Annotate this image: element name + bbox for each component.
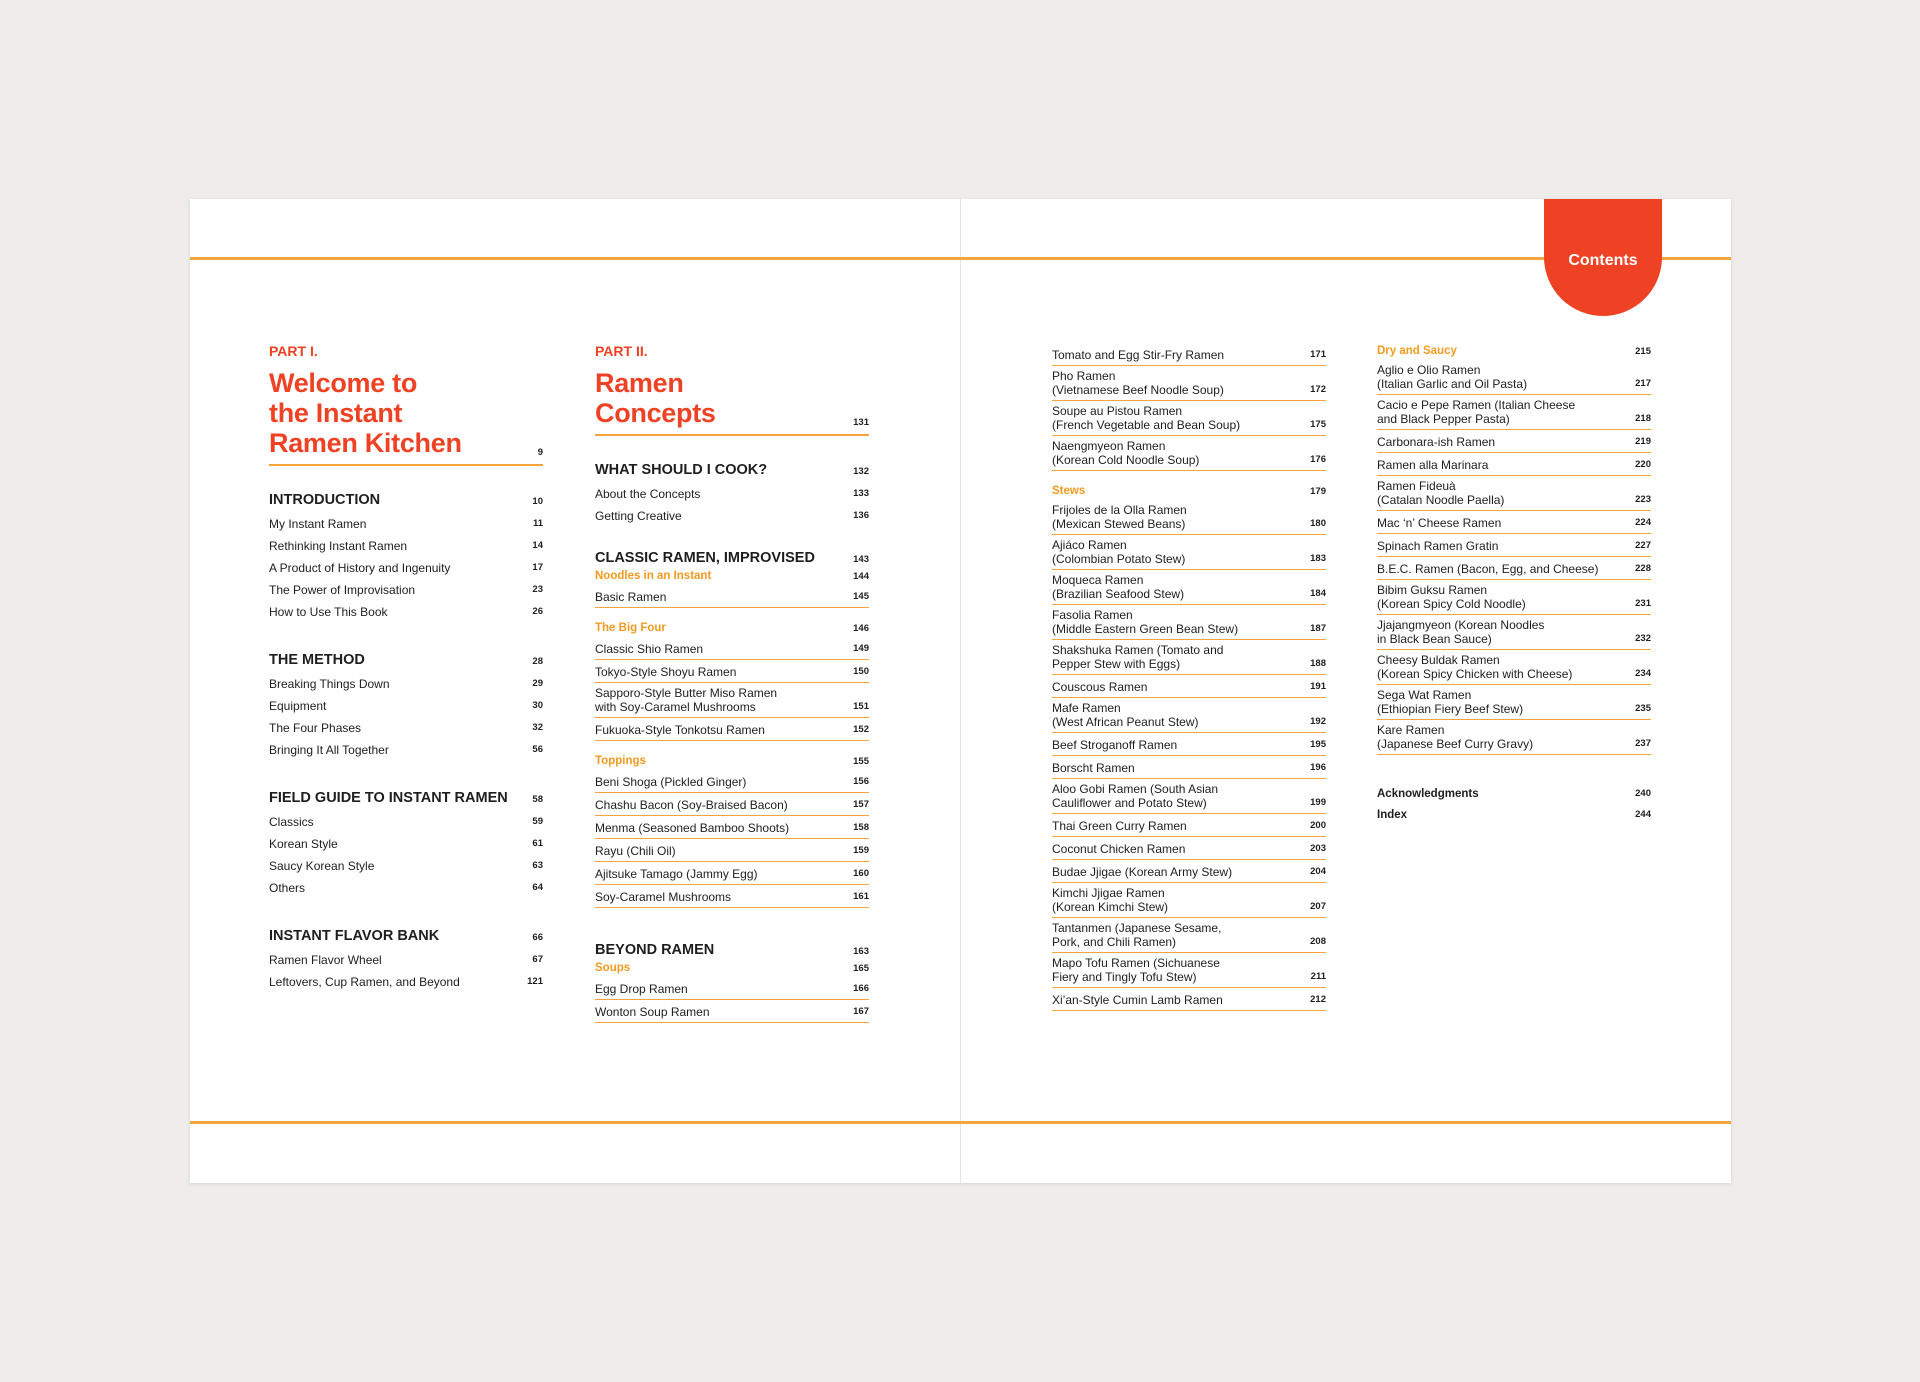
toc-entry[interactable] xyxy=(1377,806,1651,827)
subsection-big-four xyxy=(595,620,869,741)
entry-title: Beni Shoga (Pickled Ginger) xyxy=(595,775,747,789)
page-number: 56 xyxy=(532,744,543,755)
page-number: 26 xyxy=(532,606,543,617)
toc-section xyxy=(269,928,543,994)
entry-title: Xi’an-Style Cumin Lamb Ramen xyxy=(1052,993,1223,1007)
entry-title: Fasolia Ramen (Middle Eastern Green Bean Stew) xyxy=(1052,608,1239,636)
toc-column-part-1 xyxy=(269,343,543,1022)
page-number: 179 xyxy=(1310,486,1326,497)
subsection-title: Dry and Saucy xyxy=(1377,345,1457,357)
toc-entry[interactable] xyxy=(1052,779,1326,814)
entry-title: Egg Drop Ramen xyxy=(595,982,688,996)
subsection-title: Stews xyxy=(1052,485,1086,497)
section-classic-ramen xyxy=(595,550,869,908)
entry-title: Sega Wat Ramen (Ethiopian Fiery Beef Stew) xyxy=(1377,688,1524,716)
header-rule xyxy=(190,257,1731,260)
contents-tab: Contents xyxy=(1544,199,1662,316)
toc-entry[interactable] xyxy=(269,812,543,834)
subsection-heading xyxy=(595,753,869,770)
page-number: 176 xyxy=(1310,454,1326,465)
toc-entry[interactable] xyxy=(269,718,543,740)
page-number: 149 xyxy=(853,643,869,654)
page-gutter xyxy=(960,199,961,1183)
toc-entry[interactable] xyxy=(1052,837,1326,860)
toc-entry[interactable] xyxy=(1377,395,1651,430)
entry-title: Beef Stroganoff Ramen xyxy=(1052,738,1178,752)
toc-entry[interactable] xyxy=(1377,720,1651,755)
page-number: 167 xyxy=(853,1006,869,1017)
subsection-heading xyxy=(595,620,869,637)
entry-title: Menma (Seasoned Bamboo Shoots) xyxy=(595,821,790,835)
entry-title: Ajiáco Ramen (Colombian Potato Stew) xyxy=(1052,538,1186,566)
subsection-title: Noodles in an Instant xyxy=(595,570,712,582)
page-number: 132 xyxy=(853,466,869,477)
toc-entry[interactable] xyxy=(1052,640,1326,675)
section-title: THE METHOD xyxy=(269,652,365,668)
toc-entry[interactable] xyxy=(1052,570,1326,605)
entry-title: Budae Jjigae (Korean Army Stew) xyxy=(1052,865,1233,879)
section-beyond-ramen xyxy=(595,942,869,1023)
page-number: 188 xyxy=(1310,658,1326,669)
entry-title: Coconut Chicken Ramen xyxy=(1052,842,1186,856)
entry-title: Kimchi Jjigae Ramen (Korean Kimchi Stew) xyxy=(1052,886,1169,914)
page-number: 217 xyxy=(1635,378,1651,389)
part-title: Welcome to the Instant Ramen Kitchen xyxy=(269,368,462,458)
toc-entry[interactable] xyxy=(1377,476,1651,511)
page-number: 203 xyxy=(1310,843,1326,854)
toc-entry[interactable] xyxy=(269,536,543,558)
entry-title: Soy-Caramel Mushrooms xyxy=(595,890,732,904)
entry-title: How to Use This Book xyxy=(269,605,388,619)
subsection-title: Toppings xyxy=(595,755,646,767)
toc-entry[interactable] xyxy=(1377,557,1651,580)
entry-title: Frijoles de la Olla Ramen (Mexican Stewed Beans) xyxy=(1052,503,1187,531)
page-number: 163 xyxy=(853,946,869,957)
entry-title: Acknowledgments xyxy=(1377,788,1479,800)
page-number: 223 xyxy=(1635,494,1651,505)
page-number: 14 xyxy=(532,540,543,551)
entry-title: My Instant Ramen xyxy=(269,517,367,531)
subsection-toppings xyxy=(595,753,869,908)
entry-title: Sapporo-Style Butter Miso Ramen with Soy-Caramel Mushrooms xyxy=(595,686,778,714)
toc-entry[interactable] xyxy=(269,580,543,602)
page-number: 161 xyxy=(853,891,869,902)
part-title-row xyxy=(269,368,543,466)
part-label: PART II. xyxy=(595,343,648,359)
toc-entry[interactable] xyxy=(1052,953,1326,988)
section-title: INTRODUCTION xyxy=(269,492,381,508)
toc-entry[interactable] xyxy=(269,834,543,856)
entry-title: The Four Phases xyxy=(269,721,362,735)
subsection-soups xyxy=(595,960,869,1023)
entry-list xyxy=(269,674,543,762)
page-number: 145 xyxy=(853,591,869,602)
entry-title: Rethinking Instant Ramen xyxy=(269,539,408,553)
subsection-title: Soups xyxy=(595,962,631,974)
toc-section xyxy=(269,492,543,624)
entry-title: Ajitsuke Tamago (Jammy Egg) xyxy=(595,867,758,881)
page-number: 29 xyxy=(532,678,543,689)
toc-entry[interactable] xyxy=(269,878,543,900)
section-title: FIELD GUIDE TO INSTANT RAMEN xyxy=(269,790,508,806)
page-number: 196 xyxy=(1310,762,1326,773)
page-number: 157 xyxy=(853,799,869,810)
page-number: 211 xyxy=(1310,971,1326,982)
subsection-heading xyxy=(1052,483,1326,500)
page-number: 234 xyxy=(1635,668,1651,679)
page-number: 143 xyxy=(853,554,869,565)
toc-entry[interactable] xyxy=(595,885,869,908)
toc-column-4 xyxy=(1377,343,1651,827)
entry-title: B.E.C. Ramen (Bacon, Egg, and Cheese) xyxy=(1377,562,1599,576)
toc-entry[interactable] xyxy=(1052,535,1326,570)
entry-title: Tokyo-Style Shoyu Ramen xyxy=(595,665,737,679)
entry-title: Classics xyxy=(269,815,314,829)
entry-title: The Power of Improvisation xyxy=(269,583,416,597)
entry-title: Aloo Gobi Ramen (South Asian Cauliflower and Potato Stew) xyxy=(1052,782,1219,810)
page-number: 218 xyxy=(1635,413,1651,424)
toc-entry[interactable] xyxy=(1377,580,1651,615)
page-number: 23 xyxy=(532,584,543,595)
back-matter-list xyxy=(1377,785,1651,827)
part-1-sections xyxy=(269,492,543,994)
page-number: 228 xyxy=(1635,563,1651,574)
toc-entry[interactable] xyxy=(269,674,543,696)
page-number: 32 xyxy=(532,722,543,733)
entry-title: Spinach Ramen Gratin xyxy=(1377,539,1499,553)
toc-entry[interactable] xyxy=(269,514,543,536)
entry-title: Borscht Ramen xyxy=(1052,761,1135,775)
page-number: 171 xyxy=(1310,349,1326,360)
page-number: 160 xyxy=(853,868,869,879)
page-number: 235 xyxy=(1635,703,1651,714)
toc-entry[interactable] xyxy=(1052,860,1326,883)
entry-title: Ramen alla Marinara xyxy=(1377,458,1489,472)
toc-entry[interactable] xyxy=(1052,988,1326,1011)
toc-entry[interactable] xyxy=(1377,615,1651,650)
entry-title: Equipment xyxy=(269,699,327,713)
toc-entry[interactable] xyxy=(1052,436,1326,471)
entry-list xyxy=(1377,360,1651,755)
page-number: 208 xyxy=(1310,936,1326,947)
page-number: 146 xyxy=(853,623,869,634)
entry-title: Mac ‘n’ Cheese Ramen xyxy=(1377,516,1502,530)
entry-title: Cacio e Pepe Ramen (Italian Cheese and Black Pepper Pasta) xyxy=(1377,398,1576,426)
section-title: WHAT SHOULD I COOK? xyxy=(595,462,768,478)
entry-title: Wonton Soup Ramen xyxy=(595,1005,710,1019)
entry-title: Ramen Flavor Wheel xyxy=(269,953,382,967)
page-number: 232 xyxy=(1635,633,1651,644)
page-number: 204 xyxy=(1310,866,1326,877)
page-number: 192 xyxy=(1310,716,1326,727)
page-number: 121 xyxy=(527,976,543,987)
page-number: 187 xyxy=(1310,623,1326,634)
page-number: 131 xyxy=(853,417,869,428)
entry-title: Thai Green Curry Ramen xyxy=(1052,819,1187,833)
page-number: 155 xyxy=(853,756,869,767)
page-number: 224 xyxy=(1635,517,1651,528)
subsection-stews xyxy=(1052,483,1326,1011)
entry-title: Mapo Tofu Ramen (Sichuanese Fiery and Tingly Tofu Stew) xyxy=(1052,956,1220,984)
page-number: 199 xyxy=(1310,797,1326,808)
toc-entry[interactable] xyxy=(595,793,869,816)
toc-entry[interactable] xyxy=(595,862,869,885)
entry-title: Carbonara-ish Ramen xyxy=(1377,435,1496,449)
toc-section xyxy=(269,790,543,900)
entry-list xyxy=(269,514,543,624)
spacer xyxy=(1052,471,1326,483)
page-number: 30 xyxy=(532,700,543,711)
section-heading xyxy=(595,942,869,958)
page-number: 215 xyxy=(1635,346,1651,357)
page-number: 156 xyxy=(853,776,869,787)
toc-entry[interactable] xyxy=(1377,534,1651,557)
subsection-heading xyxy=(1377,343,1651,360)
page-number: 28 xyxy=(532,656,543,667)
page-number: 158 xyxy=(853,822,869,833)
page-number: 61 xyxy=(532,838,543,849)
entry-title: Kare Ramen (Japanese Beef Curry Gravy) xyxy=(1377,723,1534,751)
entry-title: Pho Ramen (Vietnamese Beef Noodle Soup) xyxy=(1052,369,1224,397)
entry-title: Bibim Guksu Ramen (Korean Spicy Cold Noodle) xyxy=(1377,583,1526,611)
book-spread xyxy=(190,199,1731,1183)
toc-entry[interactable] xyxy=(595,977,869,1000)
entry-list xyxy=(595,977,869,1023)
page-number: 184 xyxy=(1310,588,1326,599)
entry-title: Ramen Fideuà (Catalan Noodle Paella) xyxy=(1377,479,1505,507)
subsection-dry-and-saucy xyxy=(1377,343,1651,755)
entry-title: Cheesy Buldak Ramen (Korean Spicy Chicken with Cheese) xyxy=(1377,653,1573,681)
entry-title: Others xyxy=(269,881,306,895)
toc-entry[interactable] xyxy=(1377,650,1651,685)
toc-entry[interactable] xyxy=(269,972,543,994)
entry-list xyxy=(595,637,869,741)
page-number: 10 xyxy=(532,496,543,507)
section-title: INSTANT FLAVOR BANK xyxy=(269,928,440,944)
entry-title: Rayu (Chili Oil) xyxy=(595,844,676,858)
toc-entry[interactable] xyxy=(1052,366,1326,401)
entry-list-soups-continued xyxy=(1052,343,1326,471)
page-number: 9 xyxy=(537,447,543,458)
page-number: 59 xyxy=(532,816,543,827)
page-number: 240 xyxy=(1635,788,1651,799)
entry-title: Korean Style xyxy=(269,837,338,851)
entry-list xyxy=(595,770,869,908)
subsection-heading xyxy=(595,568,869,585)
page-number: 231 xyxy=(1635,598,1651,609)
entry-title: Fukuoka-Style Tonkotsu Ramen xyxy=(595,723,765,737)
entry-list xyxy=(269,812,543,900)
section-heading xyxy=(269,928,543,944)
entry-title: Couscous Ramen xyxy=(1052,680,1148,694)
toc-entry[interactable] xyxy=(269,696,543,718)
toc-entry[interactable] xyxy=(595,506,869,528)
entry-title: Getting Creative xyxy=(595,509,682,523)
entry-title: About the Concepts xyxy=(595,487,701,501)
toc-section xyxy=(269,652,543,762)
subsection-title: The Big Four xyxy=(595,622,666,634)
entry-title: Saucy Korean Style xyxy=(269,859,375,873)
toc-column-part-2 xyxy=(595,343,869,1051)
page-number: 152 xyxy=(853,724,869,735)
page-number: 144 xyxy=(853,571,869,582)
spacer xyxy=(1377,755,1651,785)
entry-title: Breaking Things Down xyxy=(269,677,390,691)
spacer xyxy=(595,608,869,620)
toc-entry[interactable] xyxy=(1377,685,1651,720)
toc-entry[interactable] xyxy=(1052,500,1326,535)
part-label: PART I. xyxy=(269,343,318,359)
entry-list xyxy=(595,585,869,608)
part-title: Ramen Concepts xyxy=(595,368,716,428)
toc-entry[interactable] xyxy=(1052,675,1326,698)
toc-entry[interactable] xyxy=(595,718,869,741)
subsection-noodles xyxy=(595,568,869,608)
entry-list xyxy=(269,950,543,994)
toc-entry[interactable] xyxy=(1052,883,1326,918)
page-number: 11 xyxy=(532,518,543,529)
page-number: 180 xyxy=(1310,518,1326,529)
toc-entry[interactable] xyxy=(595,484,869,506)
page-number: 175 xyxy=(1310,419,1326,430)
page-number: 165 xyxy=(853,963,869,974)
section-heading xyxy=(595,462,869,478)
toc-entry[interactable] xyxy=(595,816,869,839)
toc-entry[interactable] xyxy=(1377,453,1651,476)
toc-entry[interactable] xyxy=(595,660,869,683)
section-heading xyxy=(595,550,869,566)
entry-title: Bringing It All Together xyxy=(269,743,389,757)
page-number: 159 xyxy=(853,845,869,856)
page-number: 17 xyxy=(532,562,543,573)
toc-entry[interactable] xyxy=(269,950,543,972)
page-number: 220 xyxy=(1635,459,1651,470)
page-number: 150 xyxy=(853,666,869,677)
toc-entry[interactable] xyxy=(595,770,869,793)
entry-title: Jjajangmyeon (Korean Noodles in Black Bean Sauce) xyxy=(1377,618,1545,646)
page-number: 237 xyxy=(1635,738,1651,749)
section-heading xyxy=(269,790,543,806)
entry-title: Basic Ramen xyxy=(595,590,667,604)
spacer xyxy=(595,741,869,753)
toc-entry[interactable] xyxy=(595,637,869,660)
entry-title: Soupe au Pistou Ramen (French Vegetable and Bean Soup) xyxy=(1052,404,1241,432)
toc-entry[interactable] xyxy=(1052,698,1326,733)
page-number: 200 xyxy=(1310,820,1326,831)
page-number: 227 xyxy=(1635,540,1651,551)
entry-title: Classic Shio Ramen xyxy=(595,642,704,656)
toc-entry[interactable] xyxy=(1052,814,1326,837)
toc-entry[interactable] xyxy=(1052,918,1326,953)
part-title-row xyxy=(595,368,869,436)
toc-entry[interactable] xyxy=(595,839,869,862)
entry-title: A Product of History and Ingenuity xyxy=(269,561,451,575)
entry-title: Leftovers, Cup Ramen, and Beyond xyxy=(269,975,460,989)
page-number: 212 xyxy=(1310,994,1326,1005)
toc-entry[interactable] xyxy=(1052,756,1326,779)
toc-entry[interactable] xyxy=(1377,511,1651,534)
entry-title: Aglio e Olio Ramen (Italian Garlic and Oil Pasta) xyxy=(1377,363,1528,391)
entry-title: Tomato and Egg Stir-Fry Ramen xyxy=(1052,348,1225,362)
toc-column-3 xyxy=(1052,343,1326,1011)
toc-entry[interactable] xyxy=(1052,343,1326,366)
page-number: 58 xyxy=(532,794,543,805)
entry-title: Index xyxy=(1377,809,1408,821)
toc-entry[interactable] xyxy=(269,740,543,762)
section-heading xyxy=(269,492,543,508)
page-number: 191 xyxy=(1310,681,1326,692)
section-what-should-i-cook xyxy=(595,462,869,528)
entry-title: Moqueca Ramen (Brazilian Seafood Stew) xyxy=(1052,573,1185,601)
page-number: 151 xyxy=(853,701,869,712)
toc-entry[interactable] xyxy=(1052,733,1326,756)
page-number: 64 xyxy=(532,882,543,893)
toc-entry[interactable] xyxy=(269,602,543,624)
toc-entry[interactable] xyxy=(595,585,869,608)
toc-entry[interactable] xyxy=(269,558,543,580)
page-number: 195 xyxy=(1310,739,1326,750)
section-heading xyxy=(269,652,543,668)
toc-entry[interactable] xyxy=(269,856,543,878)
page-number: 67 xyxy=(532,954,543,965)
page-number: 244 xyxy=(1635,809,1651,820)
toc-entry[interactable] xyxy=(595,683,869,718)
entry-title: Tantanmen (Japanese Sesame, Pork, and Chili Ramen) xyxy=(1052,921,1222,949)
entry-list xyxy=(1052,500,1326,1011)
section-title: BEYOND RAMEN xyxy=(595,942,715,958)
page-number: 66 xyxy=(532,932,543,943)
page-number: 183 xyxy=(1310,553,1326,564)
subsection-heading xyxy=(595,960,869,977)
entry-title: Chashu Bacon (Soy-Braised Bacon) xyxy=(595,798,788,812)
page-number: 219 xyxy=(1635,436,1651,447)
entry-title: Shakshuka Ramen (Tomato and Pepper Stew with Eggs) xyxy=(1052,643,1224,671)
toc-entry[interactable] xyxy=(1377,430,1651,453)
toc-entry[interactable] xyxy=(1052,401,1326,436)
toc-entry[interactable] xyxy=(1377,360,1651,395)
page-number: 207 xyxy=(1310,901,1326,912)
entry-list xyxy=(595,484,869,528)
page-number: 136 xyxy=(853,510,869,521)
entry-title: Naengmyeon Ramen (Korean Cold Noodle Soup) xyxy=(1052,439,1200,467)
toc-entry[interactable] xyxy=(1052,605,1326,640)
page-number: 172 xyxy=(1310,384,1326,395)
section-title: CLASSIC RAMEN, IMPROVISED xyxy=(595,550,815,566)
toc-entry[interactable] xyxy=(1377,785,1651,806)
page-number: 63 xyxy=(532,860,543,871)
entry-title: Mafe Ramen (West African Peanut Stew) xyxy=(1052,701,1199,729)
page-number: 133 xyxy=(853,488,869,499)
footer-rule xyxy=(190,1121,1731,1124)
page-number: 166 xyxy=(853,983,869,994)
toc-entry[interactable] xyxy=(595,1000,869,1023)
